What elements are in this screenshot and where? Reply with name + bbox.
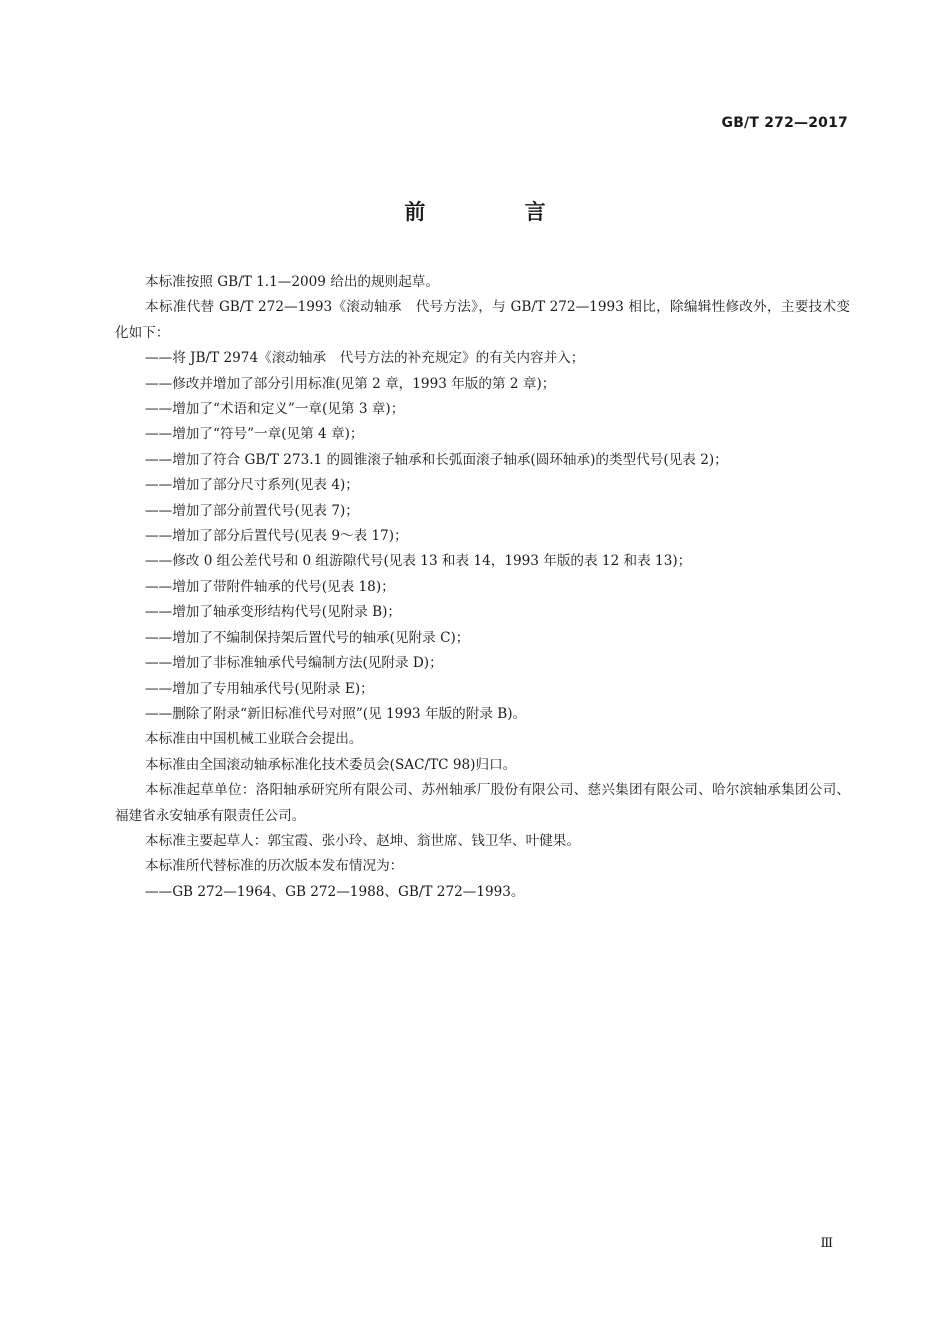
drafting-rule-paragraph: 本标准按照 GB/T 1.1—2009 给出的规则起草。 [145,274,439,290]
history-intro-paragraph: 本标准所代替标准的历次版本发布情况为： [145,858,404,875]
change-item: ——增加了部分后置代号(见表 9～表 17)； [145,528,408,545]
change-item: ——增加了轴承变形结构代号(见附录 B)； [145,604,402,621]
drafters-paragraph: 本标准主要起草人：郭宝霞、张小玲、赵坤、翁世席、钱卫华、叶健果。 [145,832,580,849]
foreword-body [115,270,850,905]
drafting-units-paragraph: 本标准起草单位：洛阳轴承研究所有限公司、苏州轴承厂股份有限公司、慈兴集团有限公司、哈尔滨轴承集团公司、福建省永安轴承有限责任公司。 [115,782,850,824]
change-item: ——增加了非标准轴承代号编制方法(见附录 D)； [145,655,443,672]
change-item: ——增加了带附件轴承的代号(见表 18)； [145,578,395,595]
proposer-paragraph: 本标准由中国机械工业联合会提出。 [145,731,363,748]
change-item: ——增加了符合 GB/T 273.1 的圆锥滚子轴承和长弧面滚子轴承(圆环轴承)的类型代号(见表 2)； [145,451,728,468]
change-item: ——增加了不编制保持架后置代号的轴承(见附录 C)； [145,629,470,646]
history-item: ——GB 272—1964、GB 272—1988、GB/T 272—1993。 [145,883,525,900]
change-item: ——将 JB/T 2974《滚动轴承 代号方法的补充规定》的有关内容并入； [145,350,585,367]
committee-paragraph: 本标准由全国滚动轴承标准化技术委员会(SAC/TC 98)归口。 [145,756,517,773]
section-title: 前 言 [404,200,592,224]
standard-code: GB/T 272—2017 [721,115,848,131]
change-item: ——删除了附录“新旧标准代号对照”(见 1993 年版的附录 B)。 [145,705,527,722]
change-item: ——增加了“符号”一章(见第 4 章)； [145,426,364,443]
replacement-paragraph: 本标准代替 GB/T 272—1993《滚动轴承 代号方法》，与 GB/T 272—1993 相比，除编辑性修改外，主要技术变化如下： [115,299,850,341]
change-item: ——增加了部分尺寸系列(见表 4)； [145,477,359,494]
change-item: ——修改并增加了部分引用标准(见第 2 章，1993 年版的第 2 章)； [145,375,556,392]
page-number: Ⅲ [820,1236,832,1251]
change-list [115,346,850,727]
change-item: ——增加了“术语和定义”一章(见第 3 章)； [145,401,405,418]
change-item: ——增加了专用轴承代号(见附录 E)； [145,680,374,697]
change-item: ——修改 0 组公差代号和 0 组游隙代号(见表 13 和表 14，1993 年版的表 12 和表 13)； [145,553,692,570]
change-item: ——增加了部分前置代号(见表 7)； [145,502,359,519]
